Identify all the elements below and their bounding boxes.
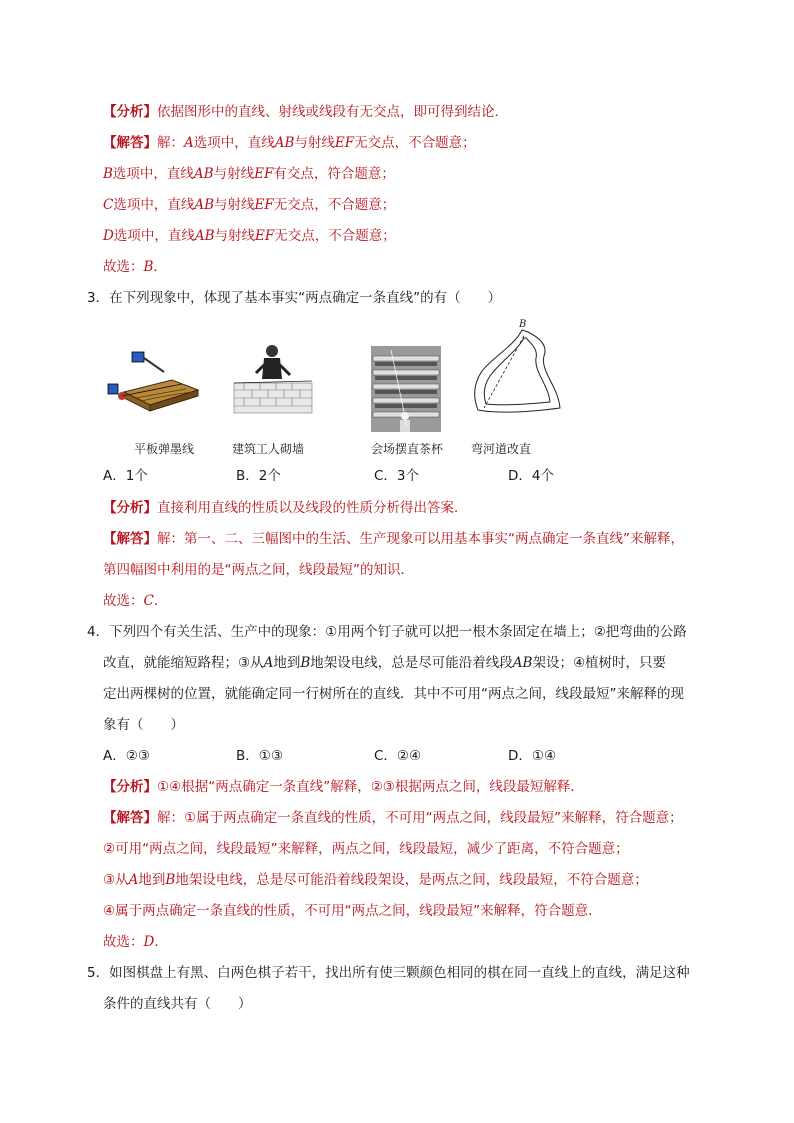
q4-stem-line3: 定出两棵树的位置，就能确定同一行树所在的直线．其中不可用“两点之间，线段最短”来解释的现 xyxy=(103,686,684,702)
q4-stem-line4: 象有（ ） xyxy=(103,717,184,733)
q2-answer-line2: B选项中，直线AB与射线EF有交点，符合题意； xyxy=(103,166,395,182)
q3-option-b[interactable]: B．2个 xyxy=(236,468,281,484)
q3-stem: 3．在下列现象中，体现了基本事实“两点确定一条直线”的有（ ） xyxy=(87,290,502,306)
q3-answer-line1: 【解答】解：第一、二、三幅图中的生活、生产现象可以用基本事实“两点确定一条直线”来解释， xyxy=(103,531,684,547)
plank-ink-line-figure xyxy=(102,350,202,412)
analysis-tag: 【分析】 xyxy=(103,779,157,795)
ink-box-left xyxy=(108,384,118,394)
worker-head xyxy=(266,345,278,357)
point-b-label: B xyxy=(519,319,527,330)
q4-answer-line3: ③从A地到B地架设电线，总是尽可能沿着线段架设，是两点之间，线段最短，不符合题意； xyxy=(103,872,648,888)
analysis-text: 直接利用直线的性质以及线段的性质分析得出答案． xyxy=(157,500,468,516)
q5-stem-line1: 5．如图棋盘上有黑、白两色棋子若干，找出所有使三颗颜色相同的棋在同一直线上的直线，满足这种 xyxy=(87,965,690,981)
q4-option-d[interactable]: D．①④ xyxy=(508,748,557,764)
meeting-cups-figure xyxy=(371,346,441,432)
river-outer-bank xyxy=(475,330,560,412)
q4-answer-line4: ④属于两点确定一条直线的性质，不可用“两点之间，线段最短”来解释，符合题意． xyxy=(103,903,602,919)
q3-answer-line2: 第四幅图中利用的是“两点之间，线段最短”的知识． xyxy=(103,562,414,578)
worker-body xyxy=(400,420,410,432)
caption-cups: 会场摆直茶杯 xyxy=(371,442,444,456)
q2-analysis-line xyxy=(103,101,508,123)
analysis-text: 依据图形中的直线、射线或线段有无交点，即可得到结论． xyxy=(157,104,508,120)
q4-option-b[interactable]: B．①③ xyxy=(236,748,283,764)
q2-answer-line3: C选项中，直线AB与射线EF无交点，不合题意； xyxy=(103,197,396,213)
river-straightening-figure xyxy=(470,316,566,428)
bricklayer-figure xyxy=(232,343,314,415)
q3-option-c[interactable]: C．3个 xyxy=(374,468,420,484)
analysis-tag: 【分析】 xyxy=(103,104,157,120)
q4-option-a[interactable]: A．②③ xyxy=(103,748,150,764)
analysis-text: ①④根据“两点确定一条直线”解释，②③根据两点之间，线段最短解释． xyxy=(157,779,584,795)
analysis-tag: 【分析】 xyxy=(103,500,157,516)
q2-answer-line1: 【解答】解：A选项中，直线AB与射线EF无交点，不合题意； xyxy=(103,135,476,151)
answer-tag: 【解答】 xyxy=(103,531,157,547)
q3-option-d[interactable]: D．4个 xyxy=(508,468,554,484)
q2-choose: 故选：B． xyxy=(103,259,167,275)
caption-river: 弯河道改直 xyxy=(471,442,532,456)
q3-choose: 故选：C． xyxy=(103,593,168,609)
ink-box-top xyxy=(132,352,144,362)
brick-wall xyxy=(234,383,312,413)
q3-analysis-line xyxy=(103,497,468,519)
worker-body xyxy=(262,358,282,379)
q4-option-c[interactable]: C．②④ xyxy=(374,748,422,764)
q4-analysis-line xyxy=(103,776,584,798)
q4-answer-line1: 【解答】解：①属于两点确定一条直线的性质，不可用“两点之间，线段最短”来解释，符合题意； xyxy=(103,810,683,826)
q4-stem-line2: 改直，就能缩短路程；③从A地到B地架设电线，总是尽可能沿着线段AB架设；④植树时，只要 xyxy=(103,655,667,671)
q3-option-a[interactable]: A．1个 xyxy=(103,468,148,484)
answer-tag: 【解答】 xyxy=(103,135,157,151)
q4-choose: 故选：D． xyxy=(103,934,168,950)
river-inner-bank xyxy=(484,338,550,405)
hand-arm xyxy=(144,358,164,372)
answer-tag: 【解答】 xyxy=(103,810,157,826)
caption-plank: 平板弹墨线 xyxy=(134,442,195,456)
straight-channel xyxy=(484,336,524,408)
q2-answer-line4: D选项中，直线AB与射线EF无交点，不合题意； xyxy=(103,228,396,244)
q5-stem-line2: 条件的直线共有（ ） xyxy=(103,996,252,1012)
q4-stem-line1: 4．下列四个有关生活、生产中的现象：①用两个钉子就可以把一根木条固定在墙上；②把弯曲的公路 xyxy=(87,624,687,640)
caption-bricklayer: 建筑工人砌墙 xyxy=(232,442,305,456)
q4-answer-line2: ②可用“两点之间，线段最短”来解释，两点之间，线段最短，减少了距离，不符合题意； xyxy=(103,841,629,857)
